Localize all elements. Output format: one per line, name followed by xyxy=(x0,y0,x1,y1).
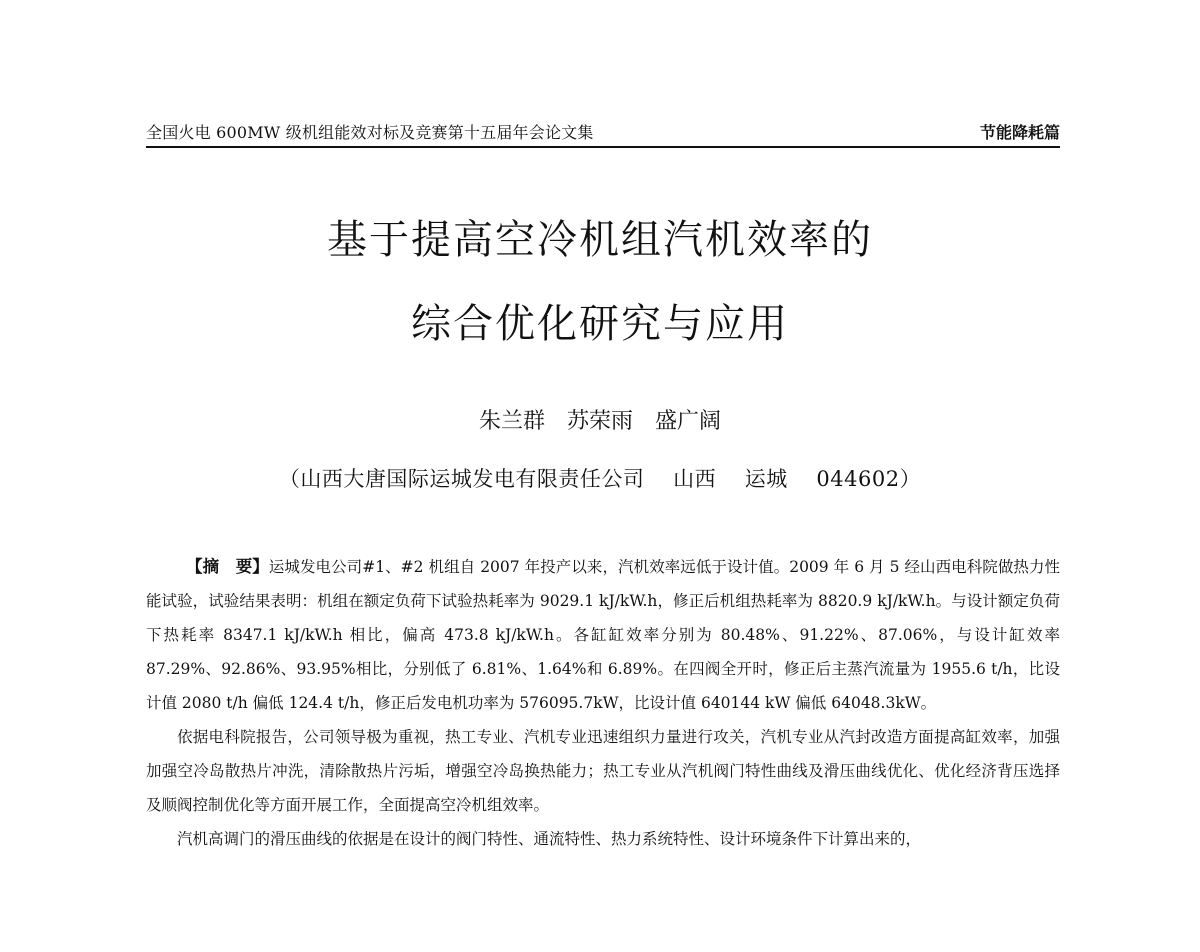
header-section-name: 节能降耗篇 xyxy=(979,123,1060,142)
abstract-label: 【摘 要】 xyxy=(186,557,269,576)
abstract-text: 运城发电公司#1、#2 机组自 2007 年投产以来，汽机效率远低于设计值。2009 年 6 月 5 经山西电科院做热力性能试验，试验结果表明：机组在额定负荷下试验热耗率为 9029.1 kJ/kW.h，修正后机组热耗率为 8820.9 kJ/kW.h。与设计额定负荷下热耗率 8347.1 kJ/kW.h 相比，偏高 473.8 kJ/kW.h。各缸缸效率分别为 80.48%、91.22%、87.06%，与设计缸效率 87.29%、92.86%、93.95%相比，分别低了 6.81%、1.64%和 6.89%。在四阀全开时，修正后主蒸汽流量为 1955.6 t/h，比设计值 2080 t/h 偏低 124.4 t/h，修正后发电机功率为 576095.7kW，比设计值 640144 kW 偏低 64048.3kW。 xyxy=(146,558,1061,712)
paper-title-line-1: 基于提高空冷机组汽机效率的 xyxy=(327,217,873,263)
abstract-paragraph xyxy=(146,550,1060,720)
abstract-section xyxy=(146,550,1060,856)
author-list: 朱兰群 苏荣雨 盛广阔 xyxy=(478,409,721,434)
paper-title-line-2: 综合优化研究与应用 xyxy=(411,301,789,347)
running-header xyxy=(146,118,1060,148)
body-paragraph-2: 汽机高调门的滑压曲线的依据是在设计的阀门特性、通流特性、热力系统特性、设计环境条件下计算出来的， xyxy=(177,830,922,848)
body-paragraph-1: 依据电科院报告，公司领导极为重视，热工专业、汽机专业迅速组织力量进行攻关，汽机专业从汽封改造方面提高缸效率，加强加强空冷岛散热片冲洗，清除散热片污垢，增强空冷岛换热能力；热工专业从汽机阀门特性曲线及滑压曲线优化、优化经济背压选择及顺阀控制优化等方面开展工作，全面提高空冷机组效率。 xyxy=(146,728,1060,814)
affiliation: （山西大唐国际运城发电有限责任公司 山西 运城 044602） xyxy=(278,467,922,491)
header-proceedings-title: 全国火电 600MW 级机组能效对标及竞赛第十五届年会论文集 xyxy=(146,123,594,142)
